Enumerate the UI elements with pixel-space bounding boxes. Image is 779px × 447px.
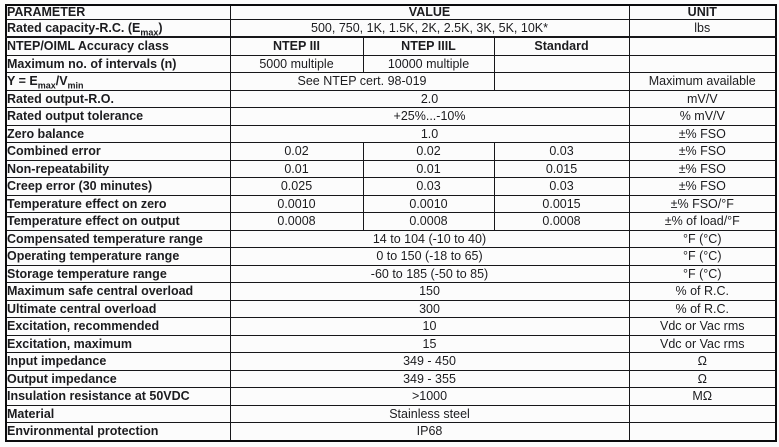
table-row [6, 195, 776, 213]
unit-cell: mV/V [629, 90, 776, 108]
table-row [6, 125, 776, 143]
unit-cell: ±% FSO/°F [629, 195, 776, 213]
value-cell [494, 73, 629, 91]
table-row [6, 388, 776, 406]
unit-cell: lbs [629, 19, 776, 37]
table-row [6, 405, 776, 423]
table-row [6, 423, 776, 441]
table-row [6, 353, 776, 371]
parameter-cell [6, 300, 230, 318]
spec-table-body [6, 19, 776, 441]
table-row [6, 283, 776, 301]
parameter-cell [6, 388, 230, 406]
parameter-text: Material [7, 406, 55, 421]
table-row [6, 55, 776, 73]
parameter-text: Y = E [7, 74, 38, 89]
parameter-cell [6, 213, 230, 231]
table-row [6, 143, 776, 161]
unit-cell: Vdc or Vac rms [629, 318, 776, 336]
parameter-text: Environmental protection [7, 424, 159, 439]
value-cell: 0.02 [230, 143, 363, 161]
value-cell: 0.0008 [230, 213, 363, 231]
parameter-cell [6, 353, 230, 371]
value-cell: Standard [494, 37, 629, 55]
parameter-subscript: max [140, 27, 159, 38]
parameter-text: Creep error (30 minutes) [7, 179, 153, 194]
parameter-text: Ultimate central overload [7, 301, 157, 316]
parameter-cell [6, 195, 230, 213]
unit-cell: % of R.C. [629, 300, 776, 318]
value-cell: 300 [230, 300, 629, 318]
table-row [6, 160, 776, 178]
parameter-cell [6, 90, 230, 108]
parameter-text: Rated output-R.O. [7, 91, 114, 106]
value-cell: 0.025 [230, 178, 363, 196]
value-cell: Stainless steel [230, 405, 629, 423]
parameter-cell [6, 37, 230, 55]
column-header-value: VALUE [230, 5, 629, 19]
value-cell: 0.03 [363, 178, 494, 196]
unit-cell: ±% FSO [629, 160, 776, 178]
value-cell: IP68 [230, 423, 629, 441]
table-row [6, 230, 776, 248]
parameter-cell [6, 265, 230, 283]
value-cell: 0.01 [363, 160, 494, 178]
value-cell: 1.0 [230, 125, 629, 143]
table-row [6, 37, 776, 55]
table-row [6, 73, 776, 91]
parameter-cell [6, 108, 230, 126]
value-cell: 0.03 [494, 143, 629, 161]
parameter-text: Maximum safe central overload [7, 284, 194, 299]
unit-cell: MΩ [629, 388, 776, 406]
parameter-cell [6, 178, 230, 196]
table-header-row [6, 5, 776, 19]
table-row [6, 178, 776, 196]
unit-cell: ±% FSO [629, 125, 776, 143]
table-row [6, 248, 776, 266]
table-row [6, 300, 776, 318]
parameter-text: NTEP/OIML Accuracy class [7, 39, 169, 54]
parameter-text: ) [158, 20, 163, 35]
value-cell: 0.0010 [230, 195, 363, 213]
unit-cell: Ω [629, 353, 776, 371]
table-row [6, 318, 776, 336]
parameter-cell [6, 318, 230, 336]
value-cell: NTEP III [230, 37, 363, 55]
table-row [6, 213, 776, 231]
parameter-text: Output impedance [7, 371, 117, 386]
parameter-text: Combined error [7, 144, 101, 159]
parameter-text: Storage temperature range [7, 266, 167, 281]
unit-cell: % mV/V [629, 108, 776, 126]
parameter-text: Temperature effect on output [7, 214, 180, 229]
value-cell: 0.02 [363, 143, 494, 161]
value-cell [494, 55, 629, 73]
unit-cell [629, 55, 776, 73]
table-row [6, 370, 776, 388]
unit-cell: °F (°C) [629, 265, 776, 283]
value-cell: -60 to 185 (-50 to 85) [230, 265, 629, 283]
value-cell: 0.01 [230, 160, 363, 178]
parameter-text: Zero balance [7, 126, 85, 141]
unit-cell: °F (°C) [629, 230, 776, 248]
unit-cell: Vdc or Vac rms [629, 335, 776, 353]
value-cell: 349 - 450 [230, 353, 629, 371]
unit-cell [629, 37, 776, 55]
parameter-text: Excitation, maximum [7, 336, 133, 351]
table-row [6, 90, 776, 108]
parameter-text: Operating temperature range [7, 249, 180, 264]
value-cell: See NTEP cert. 98-019 [230, 73, 494, 91]
value-cell: NTEP IIIL [363, 37, 494, 55]
parameter-cell [6, 160, 230, 178]
parameter-cell [6, 335, 230, 353]
parameter-cell [6, 423, 230, 441]
table-row [6, 335, 776, 353]
parameter-cell [6, 143, 230, 161]
parameter-text: Insulation resistance at 50VDC [7, 389, 190, 404]
unit-cell: Maximum available [629, 73, 776, 91]
value-cell: 349 - 355 [230, 370, 629, 388]
specification-table [5, 4, 777, 442]
parameter-text: Input impedance [7, 354, 107, 369]
value-cell: +25%...-10% [230, 108, 629, 126]
unit-cell [629, 423, 776, 441]
parameter-text: /V [55, 74, 68, 89]
parameter-text: Temperature effect on zero [7, 196, 167, 211]
parameter-cell [6, 55, 230, 73]
value-cell: 150 [230, 283, 629, 301]
value-cell: 0.0008 [363, 213, 494, 231]
unit-cell: Ω [629, 370, 776, 388]
table-row [6, 19, 776, 37]
value-cell: 0.0010 [363, 195, 494, 213]
value-cell: 10000 multiple [363, 55, 494, 73]
value-cell: 2.0 [230, 90, 629, 108]
parameter-text: Excitation, recommended [7, 319, 160, 334]
parameter-cell [6, 370, 230, 388]
unit-cell: °F (°C) [629, 248, 776, 266]
parameter-text: Rated output tolerance [7, 109, 144, 124]
parameter-text: Rated capacity-R.C. (E [7, 20, 141, 35]
unit-cell: ±% of load/°F [629, 213, 776, 231]
table-row [6, 265, 776, 283]
column-header-parameter: PARAMETER [6, 5, 230, 19]
column-header-unit: UNIT [629, 5, 776, 19]
parameter-cell [6, 73, 230, 91]
value-cell: 0.03 [494, 178, 629, 196]
parameter-text: Compensated temperature range [7, 231, 203, 246]
parameter-cell [6, 248, 230, 266]
value-cell: 500, 750, 1K, 1.5K, 2K, 2.5K, 3K, 5K, 10K* [230, 19, 629, 37]
value-cell: 0.0015 [494, 195, 629, 213]
parameter-subscript: min [67, 80, 84, 91]
table-row [6, 108, 776, 126]
parameter-cell [6, 19, 230, 37]
value-cell: 14 to 104 (-10 to 40) [230, 230, 629, 248]
parameter-text: Maximum no. of intervals (n) [7, 56, 177, 71]
unit-cell: % of R.C. [629, 283, 776, 301]
parameter-cell [6, 405, 230, 423]
unit-cell: ±% FSO [629, 178, 776, 196]
parameter-subscript: max [37, 80, 56, 91]
value-cell: 0.0008 [494, 213, 629, 231]
unit-cell: ±% FSO [629, 143, 776, 161]
value-cell: 0 to 150 (-18 to 65) [230, 248, 629, 266]
value-cell: 10 [230, 318, 629, 336]
unit-cell [629, 405, 776, 423]
value-cell: 0.015 [494, 160, 629, 178]
parameter-cell [6, 230, 230, 248]
value-cell: >1000 [230, 388, 629, 406]
parameter-text: Non-repeatability [7, 161, 110, 176]
value-cell: 15 [230, 335, 629, 353]
value-cell: 5000 multiple [230, 55, 363, 73]
parameter-cell [6, 125, 230, 143]
parameter-cell [6, 283, 230, 301]
